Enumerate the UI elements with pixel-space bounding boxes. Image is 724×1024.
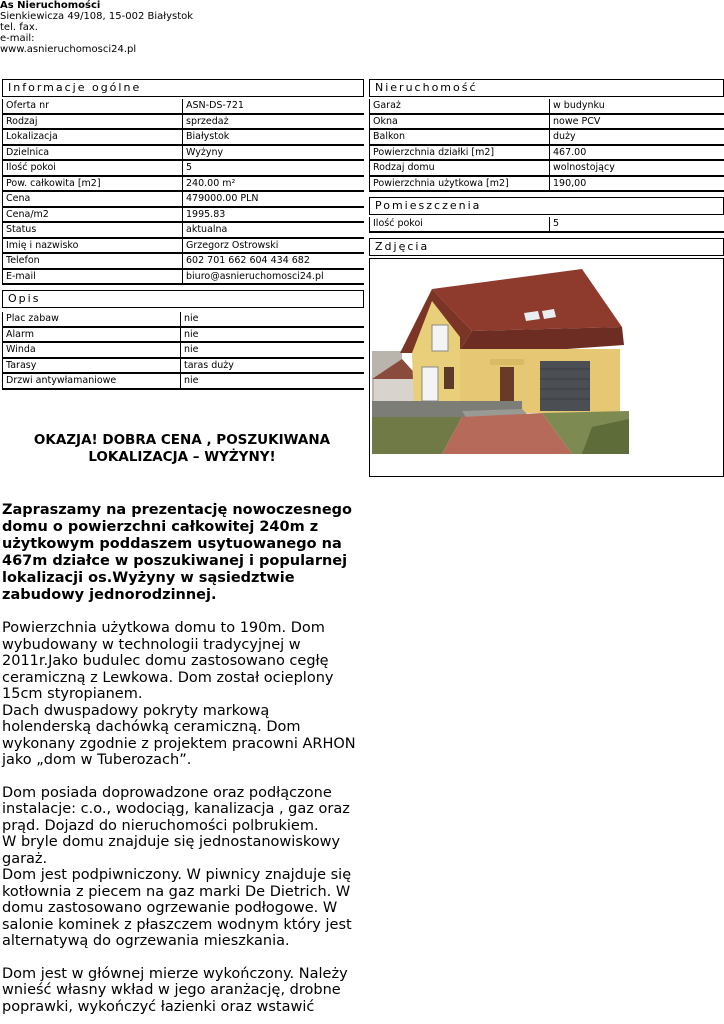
property-table bbox=[369, 99, 724, 192]
property-value: 467.00 bbox=[549, 146, 724, 162]
agency-website: www.asnieruchomosci24.pl bbox=[0, 44, 137, 55]
general-label: Oferta nr bbox=[2, 99, 182, 115]
agency-email-label: e-mail: bbox=[0, 33, 35, 44]
property-value: wolnostojący bbox=[549, 161, 724, 177]
general-value: 5 bbox=[182, 161, 364, 177]
property-label: Garaż bbox=[369, 99, 549, 115]
property-value: w budynku bbox=[549, 99, 724, 115]
property-title: Nieruchomość bbox=[369, 79, 724, 97]
property-label: Rodzaj domu bbox=[369, 161, 549, 177]
description-paragraph bbox=[2, 966, 362, 1016]
general-value: biuro@asnieruchomosci24.pl bbox=[182, 270, 364, 286]
opis-section bbox=[2, 290, 364, 390]
general-label: Telefon bbox=[2, 254, 182, 270]
description-line: Powierzchnia użytkowa domu to 190m. Dom wybudowany w technologii tradycyjnej w 2011r.Jako budulec domu zastosowano cegłę ceramiczną z Lewkowa. Dom został ocieplony 15cm styropianem. bbox=[2, 620, 334, 702]
opis-label: Drzwi antywłamaniowe bbox=[2, 374, 180, 390]
property-value: duży bbox=[549, 130, 724, 146]
description bbox=[2, 432, 362, 1015]
house-photo[interactable] bbox=[372, 261, 629, 454]
opis-title: Opis bbox=[2, 290, 364, 308]
description-line: Dom posiada doprowadzone oraz podłączone instalacje: c.o., wodociąg, kanalizacja , gaz oraz prąd. Dojazd do nieruchomości polbrukiem. bbox=[2, 784, 350, 834]
description-paragraph bbox=[2, 620, 362, 769]
general-label: Pow. całkowita [m2] bbox=[2, 177, 182, 193]
general-label: Cena/m2 bbox=[2, 208, 182, 224]
property-value: nowe PCV bbox=[549, 115, 724, 131]
general-label: Dzielnica bbox=[2, 146, 182, 162]
general-info-table bbox=[2, 99, 364, 285]
general-value: aktualna bbox=[182, 223, 364, 239]
general-info-section bbox=[2, 79, 364, 285]
rooms-value: 5 bbox=[549, 217, 724, 233]
rooms-label: Ilość pokoi bbox=[369, 217, 549, 233]
opis-label: Winda bbox=[2, 343, 180, 359]
description-line: Dom jest podpiwniczony. W piwnicy znajduje się kotłownia z piecem na gaz marki De Dietrich. W domu zastosowano ogrzewanie podłogowe. W salonie kominek z płaszczem wodnym który jest alternatywą do ogrzewania mieszkania. bbox=[2, 867, 352, 949]
opis-value: nie bbox=[180, 328, 364, 344]
opis-value: taras duży bbox=[180, 359, 364, 375]
general-label: E-mail bbox=[2, 270, 182, 286]
general-label: Cena bbox=[2, 192, 182, 208]
opis-value: nie bbox=[180, 343, 364, 359]
general-value: 240.00 m² bbox=[182, 177, 364, 193]
agency-header bbox=[0, 0, 193, 55]
general-value: 602 701 662 604 434 682 bbox=[182, 254, 364, 270]
agency-name: As Nieruchomości bbox=[0, 0, 101, 11]
property-label: Okna bbox=[369, 115, 549, 131]
description-line: Dach dwuspadowy pokryty markową holenderską dachówką ceramiczną. Dom wykonany zgodnie z projektem pracowni ARHON jako „dom w Tuberozach”. bbox=[2, 702, 356, 768]
general-value: 479000.00 PLN bbox=[182, 192, 364, 208]
general-value: Białystok bbox=[182, 130, 364, 146]
general-label: Lokalizacja bbox=[2, 130, 182, 146]
description-paragraph bbox=[2, 785, 362, 950]
photos-title: Zdjęcia bbox=[369, 238, 724, 256]
rooms-table bbox=[369, 217, 724, 233]
agency-phone-label: tel. fax. bbox=[0, 22, 38, 33]
property-label: Balkon bbox=[369, 130, 549, 146]
general-value: Wyżyny bbox=[182, 146, 364, 162]
property-section bbox=[369, 79, 724, 192]
description-line: Dom jest w głównej mierze wykończony. Należy wnieść własny wkład w jego aranżację, drobne poprawki, wykończyć łazienki oraz wstawić bbox=[2, 965, 348, 1015]
general-label: Imię i nazwisko bbox=[2, 239, 182, 255]
general-label: Rodzaj bbox=[2, 115, 182, 131]
property-value: 190,00 bbox=[549, 177, 724, 193]
general-label: Ilość pokoi bbox=[2, 161, 182, 177]
opis-value: nie bbox=[180, 312, 364, 328]
description-line: W bryle domu znajduje się jednostanowiskowy garaż. bbox=[2, 834, 341, 867]
general-value: 1995.83 bbox=[182, 208, 364, 224]
property-label: Powierzchnia użytkowa [m2] bbox=[369, 177, 549, 193]
photos-frame bbox=[369, 258, 724, 477]
description-headline: OKAZJA! DOBRA CENA , POSZUKIWANA LOKALIZACJA – WYŻYNY! bbox=[33, 432, 331, 465]
opis-value: nie bbox=[180, 374, 364, 390]
general-label: Status bbox=[2, 223, 182, 239]
rooms-title: Pomieszczenia bbox=[369, 197, 724, 215]
rooms-section bbox=[369, 197, 724, 233]
opis-label: Tarasy bbox=[2, 359, 180, 375]
opis-table bbox=[2, 312, 364, 390]
general-value: ASN-DS-721 bbox=[182, 99, 364, 115]
agency-address: Sienkiewicza 49/108, 15-002 Białystok bbox=[0, 11, 194, 22]
opis-label: Plac zabaw bbox=[2, 312, 180, 328]
general-value: sprzedaż bbox=[182, 115, 364, 131]
opis-label: Alarm bbox=[2, 328, 180, 344]
general-info-title: Informacje ogólne bbox=[2, 79, 364, 97]
property-label: Powierzchnia działki [m2] bbox=[369, 146, 549, 162]
general-value: Grzegorz Ostrowski bbox=[182, 239, 364, 255]
description-intro: Zapraszamy na prezentację nowoczesnego domu o powierzchni całkowitej 240m z użytkowym poddaszem usytuowanego na 467m działce w poszukiwanej i popularnej lokalizacji os.Wyżyny w sąsiedztwie zabudowy jednorodzinnej. bbox=[2, 502, 352, 603]
photos-section bbox=[369, 238, 724, 477]
